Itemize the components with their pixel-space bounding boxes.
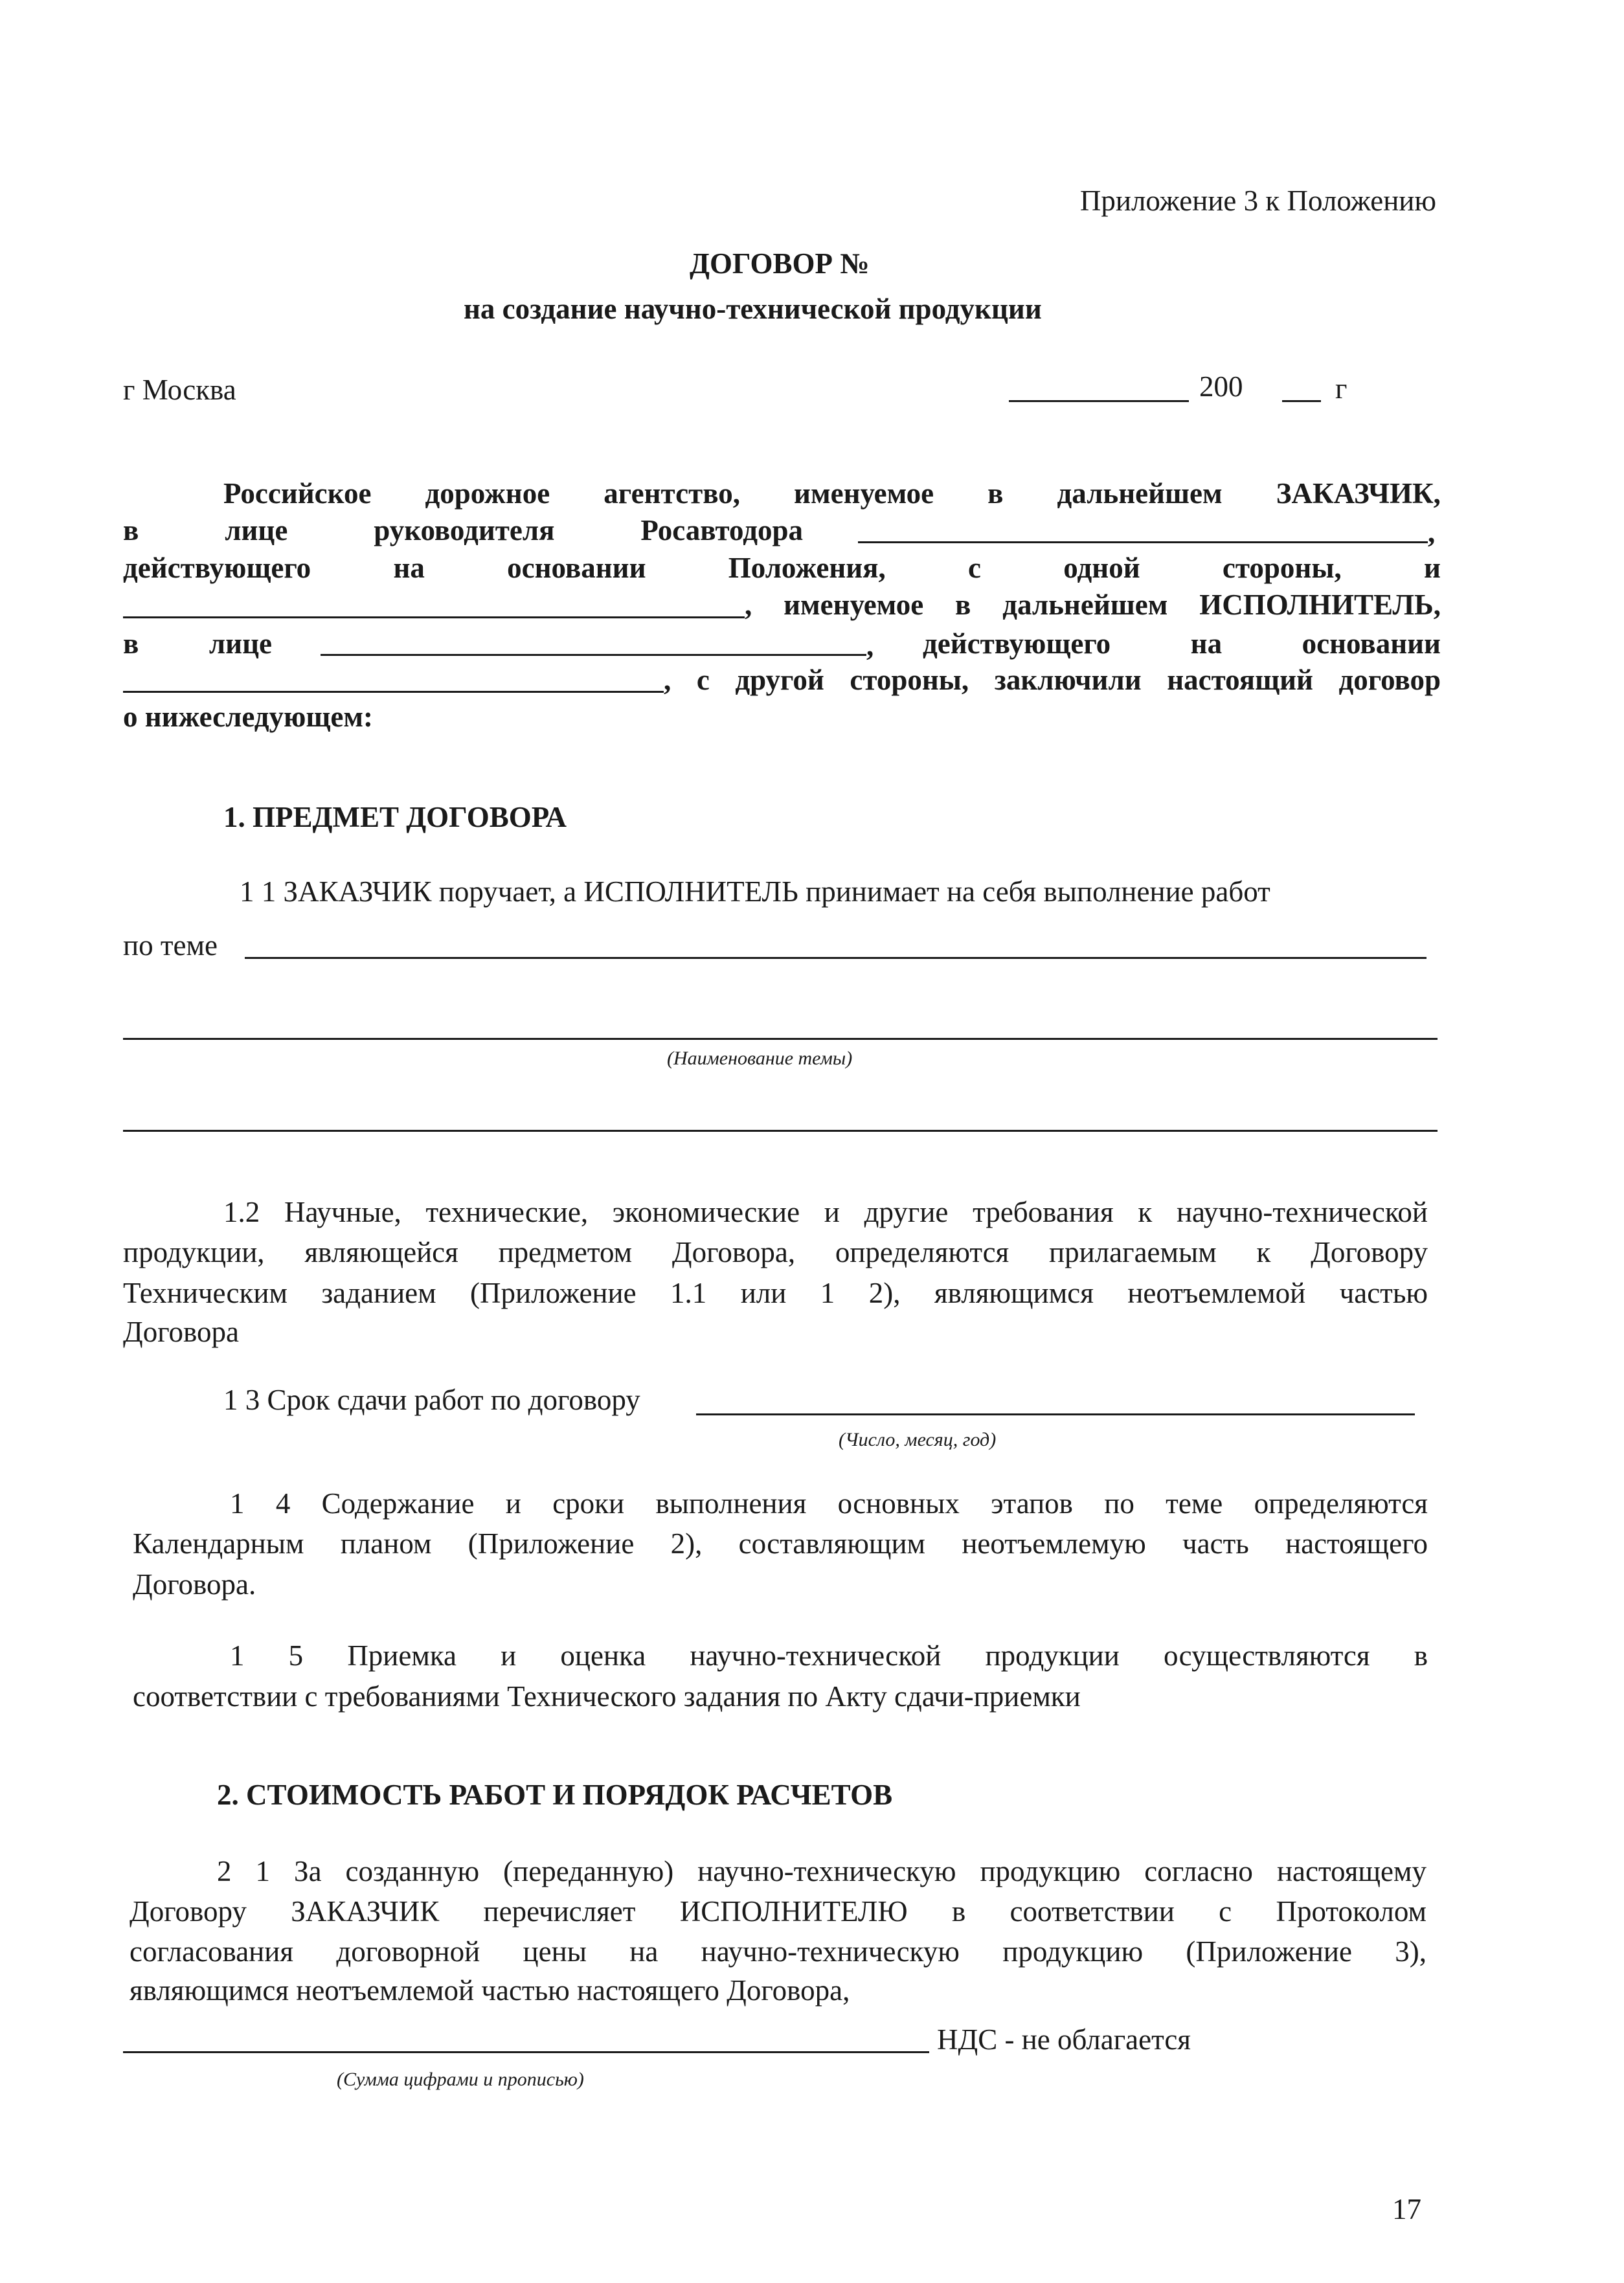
word: лице [209,627,272,660]
word: Российское [223,477,372,510]
year-suffix: г [1335,372,1348,405]
p-1-2-line-3: Техническим заданием (Приложение 1.1 или 1 2), являющимся неотъемлемой частью [123,1277,1428,1309]
caption-date: (Число, месяц, год) [839,1429,997,1450]
page-number: 17 [1392,2193,1421,2225]
contractor-basis-blank [123,691,664,693]
word: дальнейшем [1057,477,1223,510]
appendix-label: Приложение 3 к Положению [1079,185,1436,217]
p-2-1-line-1: 2 1 За созданную (переданную) научно-техническую продукцию согласно настоящему [217,1855,1427,1887]
word: в [123,514,139,546]
p-2-1-line-2: Договору ЗАКАЗЧИК перечисляет ИСПОЛНИТЕЛЮ в соответствии с Протоколом [130,1895,1427,1928]
word: на [1190,627,1223,660]
p-2-1-line-4: являющимся неотъемлемой частью настоящего Договора, [130,1974,850,2007]
preamble-line-5-end [923,629,1441,658]
p-2-1-line-3: согласования договорной цены на научно-техническую продукцию (Приложение 3), [130,1935,1427,1968]
word: стороны, [1222,552,1342,584]
word: лице [225,514,288,546]
word: в [987,477,1004,510]
year-prefix: 200 [1199,370,1243,403]
head-name-blank [858,541,1428,543]
word: и [1423,552,1441,584]
preamble-line-1 [223,479,1441,508]
caption-sum: (Сумма цифрами и прописью) [337,2069,584,2090]
word: руководителя [374,514,555,546]
p-1-3: 1 3 Срок сдачи работ по договору [223,1384,640,1416]
p-1-1-line-2: по теме [123,929,218,962]
p-1-4-line-1: 1 4 Содержание и сроки выполнения основных этапов по теме определяются [230,1487,1428,1520]
preamble-line-4: , именуемое в дальнейшем ИСПОЛНИТЕЛЬ, [745,589,1441,621]
section-2-heading: 2. СТОИМОСТЬ РАБОТ И ПОРЯДОК РАСЧЕТОВ [217,1779,893,1811]
preamble-in-person [123,629,272,658]
date-day-month-blank [1009,400,1189,402]
p-1-5-line-2: соответствии с требованиями Технического задания по Акту сдачи-приемки [133,1680,1081,1713]
word: одной [1063,552,1140,584]
p-1-2-line-1: 1.2 Научные, технические, экономические и другие требования к научно-технической [223,1196,1428,1228]
p-1-1-line-1: 1 1 ЗАКАЗЧИК поручает, а ИСПОЛНИТЕЛЬ принимает на себя выполнение работ [240,875,1270,908]
word: агентство, [603,477,740,510]
word: основании [1302,627,1441,660]
word: с [968,552,982,584]
city: г Москва [123,374,236,406]
preamble-line-3 [123,554,1441,583]
word: Росавтодора [640,514,803,546]
deadline-blank [696,1413,1415,1415]
word: в [123,627,139,660]
word: именуемое [794,477,934,510]
preamble-line-6: , с другой стороны, заключили настоящий договор [664,664,1441,696]
section-1-heading: 1. ПРЕДМЕТ ДОГОВОРА [223,801,567,833]
topic-blank-2 [123,1038,1438,1040]
word: основании [507,552,646,584]
caption-topic: (Наименование темы) [667,1048,853,1069]
year-blank [1282,400,1321,402]
word: дорожное [425,477,550,510]
word: Положения, [728,552,886,584]
preamble-line-7: о нижеследующем: [123,701,374,733]
topic-blank-1 [245,957,1427,959]
word: на [393,552,425,584]
word: действующего [123,552,311,584]
contractor-name-blank [123,616,745,618]
p-1-4-line-3: Договора. [133,1568,256,1601]
p-1-4-line-2: Календарным планом (Приложение 2), составляющим неотъемлемую часть настоящего [133,1527,1428,1560]
preamble-line-2 [123,516,803,545]
word: действующего [923,627,1111,660]
p-1-5-line-1: 1 5 Приемка и оценка научно-технической продукции осуществляются в [230,1639,1428,1672]
comma: , [866,629,874,662]
topic-blank-3 [123,1130,1438,1132]
contractor-head-blank [321,654,866,656]
word: ЗАКАЗЧИК, [1276,477,1441,510]
sum-blank [123,2051,929,2053]
comma: , [1428,516,1436,548]
vat-text: НДС - не облагается [937,2023,1191,2056]
contract-subtitle: на создание научно-технической продукции [464,293,1042,325]
p-1-2-line-4: Договора [123,1316,239,1348]
p-1-2-line-2: продукции, являющейся предметом Договора, определяются прилагаемым к Договору [123,1236,1428,1268]
contract-title: ДОГОВОР № [690,247,870,280]
